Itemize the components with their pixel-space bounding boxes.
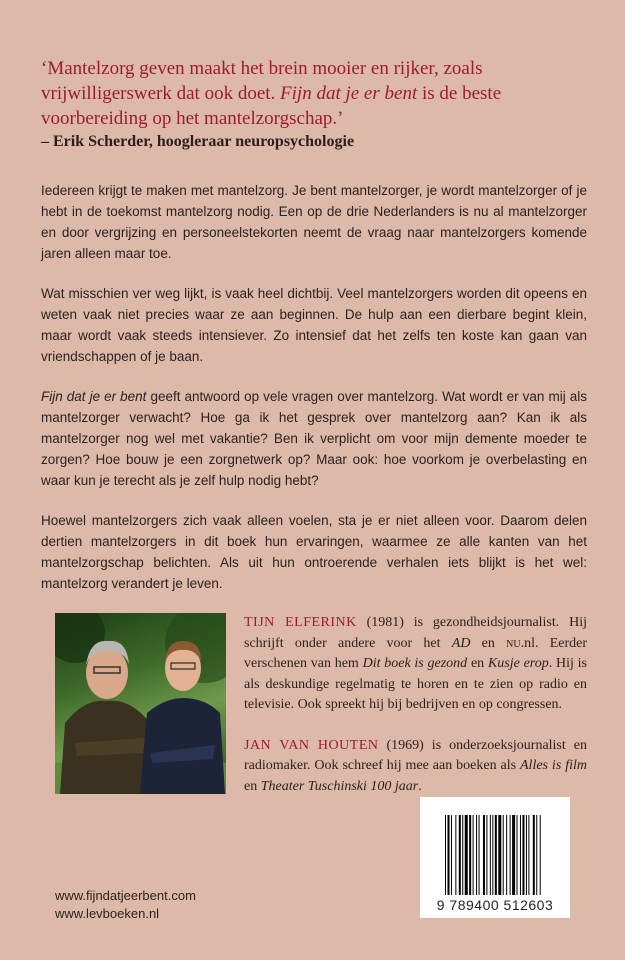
barcode-bar xyxy=(517,815,518,895)
website-links xyxy=(55,887,196,923)
author-bios xyxy=(244,613,587,797)
barcode-bar xyxy=(473,815,474,895)
barcode-bar xyxy=(486,815,487,895)
barcode-bar xyxy=(503,815,504,895)
barcode-bar xyxy=(459,815,461,895)
barcode-bar xyxy=(476,815,477,895)
barcode-bar xyxy=(492,815,493,895)
publication-title: nu xyxy=(506,635,521,651)
quote-text: ‘Mantelzorg geven maakt het brein mooier en rijker, zoals vrijwilligerswerk dat ook doet. xyxy=(41,58,483,104)
author-name: TIJN ELFERINK xyxy=(244,615,357,630)
bio-text: . Hij is als deskundige regelmatig te horen en te zien op radio en televisie. Ook spreekt hij bij bedrijven en op congressen. xyxy=(244,656,587,712)
barcode-bar xyxy=(512,815,515,895)
barcode-bar xyxy=(451,815,452,895)
author-bio-tijn-elferink xyxy=(244,613,587,716)
authors-section xyxy=(55,613,587,797)
barcode-bar xyxy=(448,815,450,895)
blurb xyxy=(41,180,587,594)
author-name: JAN VAN HOUTEN xyxy=(244,737,379,753)
isbn-number: 9 789400 512603 xyxy=(436,897,554,913)
barcode-bar xyxy=(540,815,541,895)
barcode-bar xyxy=(520,815,521,895)
isbn-barcode xyxy=(420,797,570,918)
blurb-paragraph-4: Hoewel mantelzorgers zich vaak alleen voelen, sta je er niet alleen voor. Daarom delen dertien mantelzorgers in dit boek hun ervaringen, waarmee ze alle kanten van het mantelzorgschap belichten. Als uit hun ontroerende verhalen iets blijkt is het wel: mantelzorg verandert je leven. xyxy=(41,513,587,591)
bio-text: . xyxy=(418,778,422,794)
author-bio-jan-van-houten xyxy=(244,736,587,798)
quote-text-end: is de beste voorbereiding op het mantelzorgschap.’ xyxy=(41,83,502,129)
barcode-bar xyxy=(506,815,507,895)
publisher-link[interactable]: www.levboeken.nl xyxy=(55,906,160,921)
barcode-bar xyxy=(469,815,471,895)
bio-text: .nl. Eerder verschenen van hem xyxy=(244,635,588,671)
book-title: Theater Tuschinski 100 jaar xyxy=(260,778,419,794)
book-title: Kusje erop xyxy=(487,656,549,671)
barcode-bar xyxy=(522,815,524,895)
website-link[interactable]: www.fijndatjeerbent.com xyxy=(55,888,196,903)
barcode-bar xyxy=(445,815,446,895)
blurb-paragraph-1: Iedereen krijgt te maken met mantelzorg. Je bent mantelzorger, je wordt mantelzorger of je hebt in de toekomst mantelzorg nodig. Een op de drie Nederlanders is nu al mantelzorger en door vergrijzing en personeelstekorten neemt de vraag naar mantelzorgers komende jaren alleen maar toe. xyxy=(41,183,587,261)
barcode-bar xyxy=(479,815,480,895)
publication-title: AD xyxy=(451,635,471,651)
barcode-bar xyxy=(483,815,485,895)
book-title: Fijn dat je er bent xyxy=(41,389,147,404)
barcode-bar xyxy=(510,815,511,895)
barcode-bar xyxy=(490,815,491,895)
barcode-bar xyxy=(455,815,456,895)
bio-text: (1969) is onderzoeksjournalist en radiomaker. Ook schreef hij mee aan boeken als xyxy=(244,737,587,773)
cover-content xyxy=(41,56,587,797)
quote-book-title: Fijn dat je er bent xyxy=(280,83,418,104)
barcode-bar xyxy=(498,815,501,895)
cover-quote xyxy=(41,56,596,131)
author-photo-illustration xyxy=(55,613,226,794)
blurb-paragraph-3 xyxy=(41,386,587,491)
blurb-paragraph-2: Wat misschien ver weg lijkt, is vaak heel dichtbij. Veel mantelzorgers worden dit opeens en weten vaak niet precies waar ze aan beginnen. De hulp aan een dierbare begint klein, maar wordt vaak steeds intensiever. Zo intensief dat het zelfs ten koste kan gaan van vriendschappen of je baan. xyxy=(41,286,587,364)
barcode-bar xyxy=(526,815,527,895)
bio-text: en xyxy=(244,778,261,794)
barcode-bar xyxy=(533,815,535,895)
book-title: Alles is film xyxy=(520,758,587,773)
blurb-text: geeft antwoord op vele vragen over mantelzorg. Wat wordt er van mij als mantelzorger verwacht? Hoe ga ik het gesprek over mantelzorg aan? Kan ik als mantelzorger nog wel met vakantie? Ben ik verplicht om voor mijn demente moeder te zorgen? Hoe bouw je een zorgnetwerk op? Maar ook: hoe voorkom je overbelasting en waar kun je terecht als je zelf hulp nodig hebt? xyxy=(41,389,587,488)
barcode-bar xyxy=(462,815,463,895)
barcode-bar xyxy=(465,815,468,895)
bio-text: en xyxy=(467,656,488,671)
bio-text: (1981) is gezondheidsjournalist. Hij schrijft onder andere voor het xyxy=(244,615,587,651)
book-title: Dit boek is gezond xyxy=(362,656,468,671)
bio-text: en xyxy=(470,635,507,651)
barcode-bar xyxy=(536,815,537,895)
barcode-bar xyxy=(528,815,529,895)
author-photo xyxy=(55,613,226,794)
quote-attribution: – Erik Scherder, hoogleraar neuropsychologie xyxy=(41,133,355,150)
barcode-bar xyxy=(495,815,497,895)
